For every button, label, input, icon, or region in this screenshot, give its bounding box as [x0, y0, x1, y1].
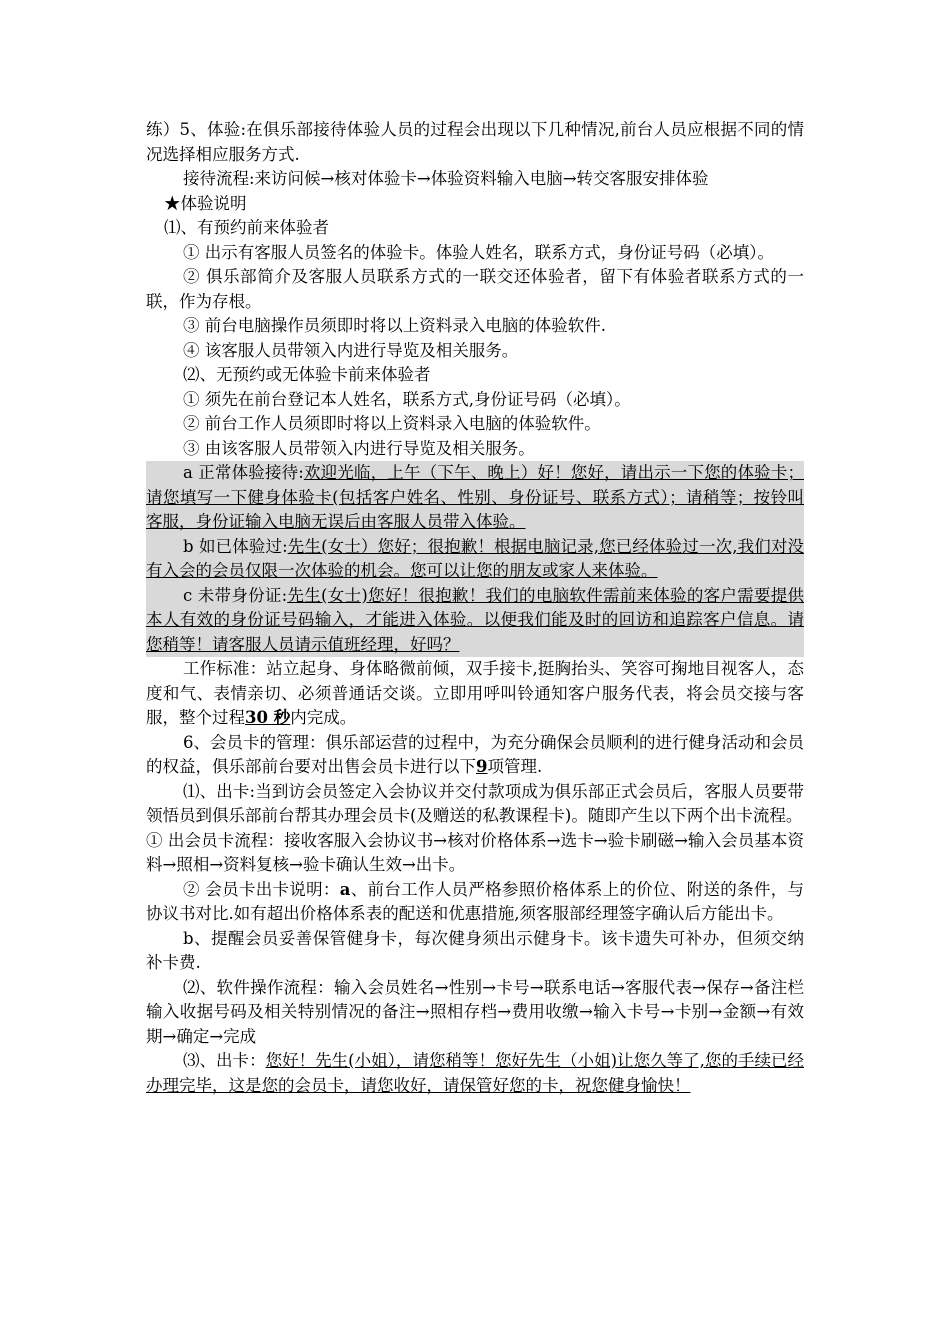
paragraph [146, 657, 804, 731]
text-run: ① 出示有客服人员签名的体验卡。体验人姓名，联系方式，身份证号码（必填）。 [183, 242, 774, 262]
paragraph [146, 780, 804, 829]
underlined-text: 先生(女士)您好！很抱歉！我们的电脑软件需前来体验的客户需要提供本人有效的身份证号码输入，才能进入体验。以便我们能及时的回访和追踪客户信息。请您稍等！请客服人员请示值班经理，好吗？ [146, 585, 805, 654]
text-run: ② 前台工作人员须即时将以上资料录入电脑的体验软件。 [183, 414, 601, 433]
paragraph [146, 167, 804, 192]
text-run: b 如已体验过: [183, 536, 288, 556]
text-run: ② 俱乐部简介及客服人员联系方式的一联交还体验者，留下有体验者联系方式的一联，作为存根。 [146, 267, 804, 311]
paragraph [146, 388, 804, 413]
text-run: 工作标准：站立起身、身体略微前倾，双手接卡,挺胸抬头、笑容可掬地目视客人，态度和气、表情亲切、必须普通话交谈。立即用呼叫铃通知客户服务代表，将会员交接与客服，整个过程 [146, 659, 804, 727]
paragraph [146, 265, 804, 314]
paragraph [146, 363, 804, 388]
underlined-text: 先生(女士）您好；很抱歉！根据电脑记录,您已经体验过一次,我们对没有入会的会员仅限一次体验的机会。您可以让您的朋友或家人来体验。 [146, 536, 804, 580]
paragraph [146, 241, 804, 266]
text-run: a [339, 879, 351, 899]
text-run: ★体验说明 [164, 193, 247, 213]
text-run: 内完成。 [290, 708, 357, 727]
underlined-text: 欢迎光临，上午（下午、晚上）好！您好，请出示一下您的体验卡；请您填写一下健身体验卡(包括客户姓名、性别、身份证号、联系方式）；请稍等；按铃叫客服，身份证输入电脑无误后由客服人员带入体验。 [146, 463, 804, 531]
text-run: 6、会员卡的管理：俱乐部运营的过程中，为充分确保会员顺利的进行健身活动和会员的权益，俱乐部前台要对出售会员卡进行以下 [146, 732, 804, 776]
text-run: ① 须先在前台登记本人姓名，联系方式,身份证号码（必填）。 [183, 389, 631, 409]
document-body [146, 118, 804, 1098]
text-run: ④ 该客服人员带领入内进行导览及相关服务。 [183, 340, 519, 360]
paragraph [146, 829, 804, 878]
paragraph [146, 339, 804, 364]
paragraph [146, 535, 804, 584]
text-run: 项管理. [487, 757, 543, 776]
text-run: 、前台工作人员严格参照价格体系上的价位、附送的条件，与协议书对比.如有超出价格体系表的配送和优惠措施,须客服部经理签字确认后方能出卡。 [146, 879, 804, 923]
text-run: 接待流程:来访问候→核对体验卡→体验资料输入电脑→转交客服安排体验 [183, 169, 709, 188]
text-run: ⑴、有预约前来体验者 [164, 218, 329, 237]
text-run: a 正常体验接待: [183, 463, 304, 482]
paragraph [146, 731, 804, 780]
paragraph [146, 976, 804, 1050]
underlined-text: 9 [476, 757, 488, 776]
paragraph [146, 437, 804, 462]
paragraph [146, 192, 804, 217]
paragraph [146, 1049, 804, 1098]
paragraph [146, 584, 804, 658]
text-run: ⑵、软件操作流程：输入会员姓名→性别→卡号→联系电话→客服代表→保存→备注栏输入收据号码及相关特别情况的备注→照相存档→费用收缴→输入卡号→卡别→金额→有效期→确定→完成 [146, 977, 804, 1046]
paragraph [146, 878, 804, 927]
text-run: 练）5、体验:在俱乐部接待体验人员的过程会出现以下几种情况,前台人员应根据不同的情况选择相应服务方式. [146, 120, 804, 164]
underlined-text: 30 秒 [245, 708, 291, 727]
text-run: ⑵、无预约或无体验卡前来体验者 [183, 365, 431, 384]
text-run: ⑶、出卡： [183, 1051, 266, 1070]
text-run: ② 会员卡出卡说明： [183, 879, 340, 899]
paragraph [146, 412, 804, 437]
text-run: c 未带身份证: [183, 585, 288, 605]
text-run: ③ 前台电脑操作员须即时将以上资料录入电脑的体验软件. [183, 316, 606, 335]
paragraph [146, 461, 804, 535]
text-run: b、提醒会员妥善保管健身卡，每次健身须出示健身卡。该卡遗失可补办，但须交纳补卡费. [146, 928, 804, 972]
text-run: ⑴、出卡:当到访会员签定入会协议并交付款项成为俱乐部正式会员后，客服人员要带领悟员到俱乐部前台帮其办理会员卡(及赠送的私教课程卡)。随即产生以下两个出卡流程。 [146, 781, 804, 825]
text-run: ③ 由该客服人员带领入内进行导览及相关服务。 [183, 438, 535, 458]
text-run: ① 出会员卡流程：接收客服入会协议书→核对价格体系→选卡→验卡刷磁→输入会员基本资料→照相→资料复核→验卡确认生效→出卡。 [146, 830, 804, 874]
paragraph [146, 216, 804, 241]
paragraph [146, 314, 804, 339]
paragraph [146, 927, 804, 976]
underlined-text: 您好！先生(小姐），请您稍等！您好先生（小姐)让您久等了,您的手续已经办理完毕，这是您的会员卡，请您收好，请保管好您的卡，祝您健身愉快！ [146, 1051, 805, 1095]
paragraph [146, 118, 804, 167]
